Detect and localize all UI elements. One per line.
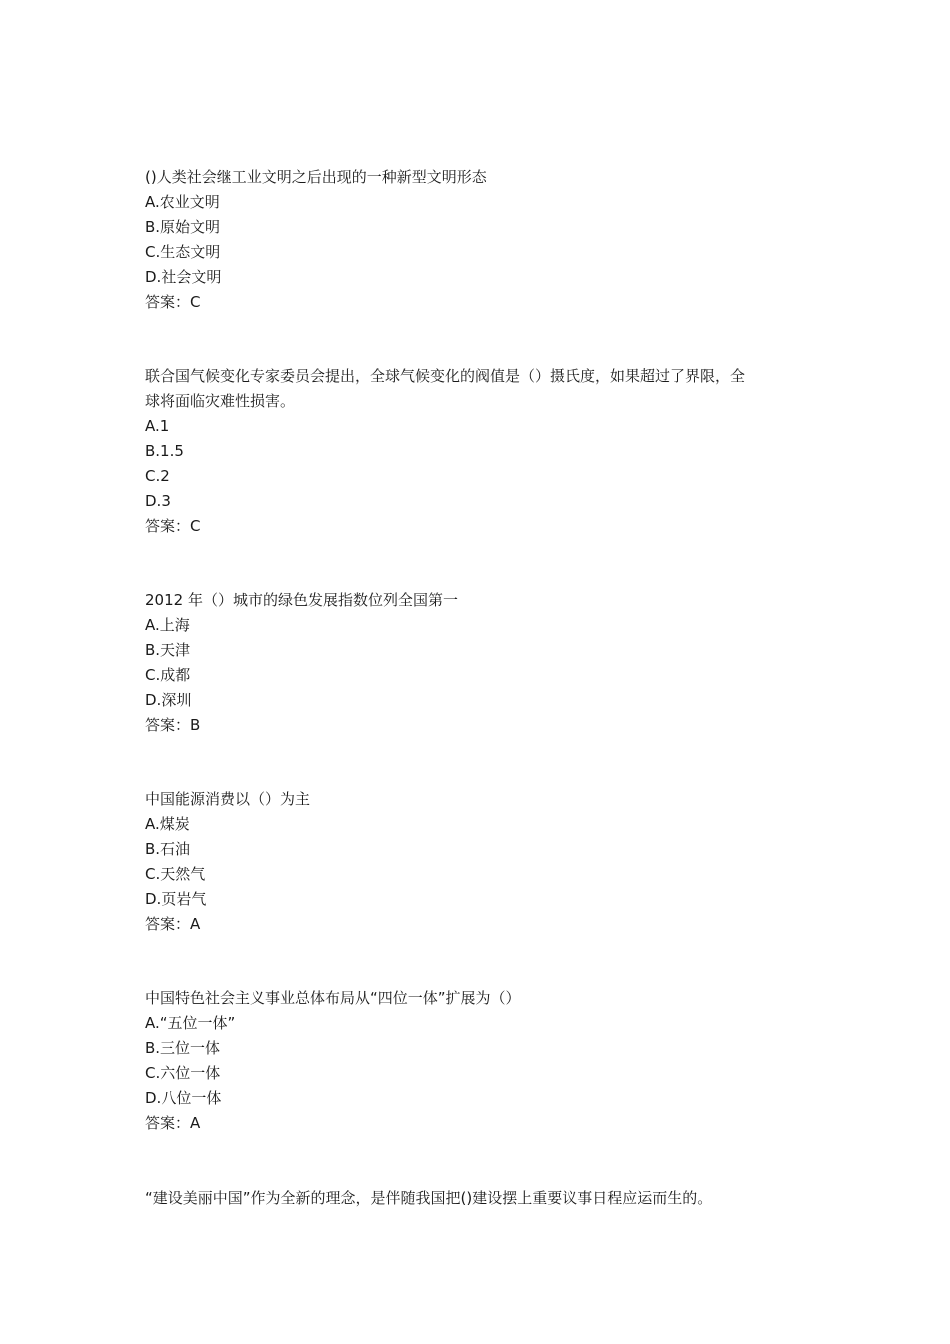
answer-line: 答案：A <box>145 1114 201 1132</box>
answer-line: 答案：A <box>145 915 201 933</box>
option-b: B.天津 <box>145 641 191 659</box>
option-a: A.上海 <box>145 616 190 634</box>
question-stem: “建设美丽中国”作为全新的理念，是伴随我国把()建设摆上重要议事日程应运而生的。 <box>145 1189 713 1207</box>
option-b: B.1.5 <box>145 442 184 460</box>
option-d: D.社会文明 <box>145 268 222 286</box>
question-stem: 中国能源消费以（）为主 <box>145 790 311 808</box>
question-stem: 2012 年（）城市的绿色发展指数位列全国第一 <box>145 591 458 609</box>
option-b: B.原始文明 <box>145 218 221 236</box>
option-c: C.成都 <box>145 666 191 684</box>
answer-line: 答案：C <box>145 293 201 311</box>
option-b: B.三位一体 <box>145 1039 221 1057</box>
option-d: D.3 <box>145 492 171 510</box>
question-stem: ()人类社会继工业文明之后出现的一种新型文明形态 <box>145 168 487 186</box>
option-c: C.天然气 <box>145 865 206 883</box>
option-a: A.“五位一体” <box>145 1014 236 1032</box>
question-stem: 联合国气候变化专家委员会提出，全球气候变化的阀值是（）摄氏度，如果超过了界限，全 <box>145 367 746 385</box>
option-c: C.生态文明 <box>145 243 221 261</box>
option-d: D.页岩气 <box>145 890 207 908</box>
answer-line: 答案：B <box>145 716 201 734</box>
option-a: A.1 <box>145 417 170 435</box>
answer-line: 答案：C <box>145 517 201 535</box>
question-stem-continuation: 球将面临灾难性损害。 <box>145 392 296 410</box>
option-a: A.农业文明 <box>145 193 220 211</box>
option-c: C.六位一体 <box>145 1064 221 1082</box>
option-d: D.八位一体 <box>145 1089 222 1107</box>
option-b: B.石油 <box>145 840 191 858</box>
option-c: C.2 <box>145 467 170 485</box>
option-d: D.深圳 <box>145 691 192 709</box>
question-stem: 中国特色社会主义事业总体布局从“四位一体”扩展为（） <box>145 989 521 1007</box>
option-a: A.煤炭 <box>145 815 190 833</box>
